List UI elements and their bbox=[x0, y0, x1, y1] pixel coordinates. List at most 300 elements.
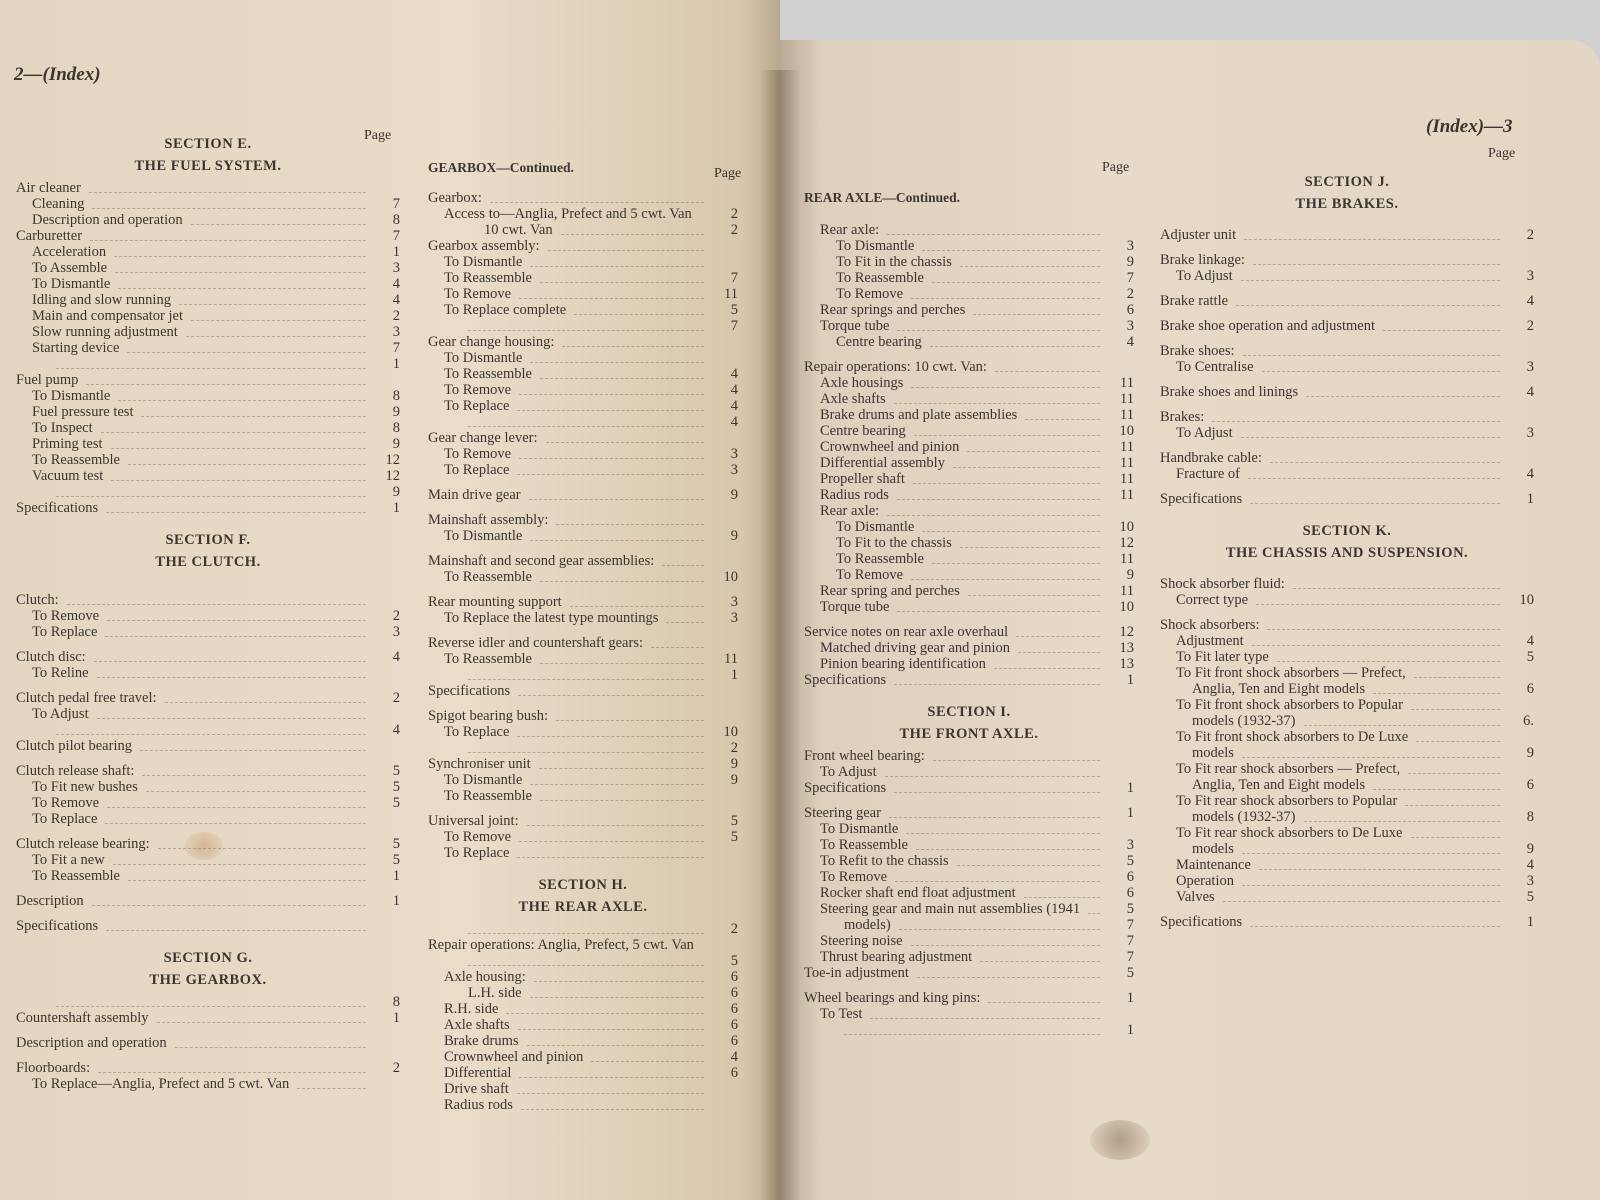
section-spacer bbox=[16, 934, 400, 950]
leader-dots bbox=[175, 1031, 366, 1048]
entry-page-number: 11 bbox=[724, 651, 738, 667]
leader-dots bbox=[118, 384, 366, 401]
entry-label: Universal joint: bbox=[428, 813, 519, 829]
entry-page-number: 9 bbox=[392, 484, 400, 500]
leader-dots bbox=[539, 752, 704, 769]
entry-label: Adjustment bbox=[1176, 633, 1244, 649]
leader-dots bbox=[1411, 693, 1500, 710]
entry-page-number: 4 bbox=[1526, 466, 1534, 482]
entry-label: Synchroniser unit bbox=[428, 756, 531, 772]
entry-label: To Adjust bbox=[820, 764, 877, 780]
entry-label: models bbox=[1192, 841, 1234, 857]
entry-page-number: 9 bbox=[730, 528, 738, 544]
leader-dots bbox=[1373, 773, 1500, 790]
leader-dots bbox=[894, 776, 1100, 793]
leader-dots bbox=[106, 914, 366, 931]
entry-page-number: 5 bbox=[730, 829, 738, 845]
running-head-left: 2—(Index) bbox=[14, 64, 101, 85]
leader-dots bbox=[894, 387, 1100, 404]
entry-label: Access to—Anglia, Prefect and 5 cwt. Van bbox=[444, 206, 692, 222]
entry-label: To Dismantle bbox=[444, 528, 523, 544]
entry-label: To Replace bbox=[444, 462, 510, 478]
entry-label: To Replace the latest type mountings bbox=[444, 610, 659, 626]
entry-label: To Dismantle bbox=[32, 276, 111, 292]
leader-dots bbox=[1241, 421, 1500, 438]
entry-page-number: 1 bbox=[392, 893, 400, 909]
entry-page-number: 7 bbox=[1126, 917, 1134, 933]
leader-dots bbox=[897, 314, 1100, 331]
entry-page-number: 3 bbox=[1126, 238, 1134, 254]
leader-dots bbox=[128, 864, 366, 881]
index-entry bbox=[804, 885, 1134, 901]
entry-label: To Reline bbox=[32, 665, 89, 681]
entry-page-number: 4 bbox=[392, 649, 400, 665]
entry-label: To Fit rear shock absorbers to De Luxe bbox=[1176, 825, 1403, 841]
leader-dots bbox=[89, 176, 366, 193]
leader-dots bbox=[870, 1002, 1100, 1019]
entry-page-number: 7 bbox=[392, 228, 400, 244]
entry-page-number: 9 bbox=[1126, 254, 1134, 270]
entry-page-number: 2 bbox=[392, 690, 400, 706]
entry-page-number: 12 bbox=[385, 452, 400, 468]
entry-label: Acceleration bbox=[32, 244, 107, 260]
leader-dots bbox=[191, 208, 366, 225]
leader-dots bbox=[1212, 405, 1500, 422]
leader-dots bbox=[1416, 725, 1500, 742]
entry-label: Spigot bearing bush: bbox=[428, 708, 549, 724]
leader-dots bbox=[1236, 289, 1500, 306]
entry-label: Steering noise bbox=[820, 933, 903, 949]
entry-page-number: 4 bbox=[392, 722, 400, 738]
entry-page-number: 9 bbox=[392, 436, 400, 452]
entry-label: Operation bbox=[1176, 873, 1234, 889]
entry-label: Description bbox=[16, 893, 84, 909]
leader-dots bbox=[141, 400, 366, 417]
entry-page-number: 8 bbox=[392, 212, 400, 228]
leader-dots bbox=[895, 865, 1100, 882]
entry-label: To Remove bbox=[820, 869, 888, 885]
entry-label: To Replace bbox=[32, 811, 98, 827]
entry-page-number: 9 bbox=[730, 756, 738, 772]
entry-page-number: 4 bbox=[1526, 293, 1534, 309]
entry-label: To Dismantle bbox=[444, 254, 523, 270]
leader-dots bbox=[894, 668, 1100, 685]
leader-dots bbox=[86, 368, 366, 385]
leader-dots bbox=[960, 531, 1100, 548]
entry-label: To Remove bbox=[836, 286, 904, 302]
entry-label: To Adjust bbox=[1176, 268, 1233, 284]
entry-page-number: 3 bbox=[392, 260, 400, 276]
entry-label: models bbox=[1192, 745, 1234, 761]
entry-label: Torque tube bbox=[820, 318, 890, 334]
entry-page-number: 1 bbox=[1526, 914, 1534, 930]
leader-dots bbox=[906, 817, 1100, 834]
entry-page-number: 5 bbox=[392, 795, 400, 811]
leader-dots bbox=[97, 661, 366, 678]
page-column-label: Page bbox=[714, 166, 742, 181]
entry-page-number: 7 bbox=[392, 196, 400, 212]
index-entry bbox=[1160, 227, 1534, 243]
leader-dots bbox=[527, 809, 704, 826]
index-entry bbox=[16, 811, 400, 827]
index-entry bbox=[16, 500, 400, 516]
index-entry bbox=[16, 1076, 400, 1092]
entry-page-number: 10 bbox=[1119, 599, 1134, 615]
entry-page-number: 12 bbox=[385, 468, 400, 484]
entry-label: Matched driving gear and pinion bbox=[820, 640, 1011, 656]
entry-label: Slow running adjustment bbox=[32, 324, 178, 340]
entry-page-number: 2 bbox=[1526, 318, 1534, 334]
entry-page-number: 4 bbox=[1126, 334, 1134, 350]
leader-dots bbox=[897, 595, 1100, 612]
leader-dots bbox=[540, 565, 704, 582]
leader-dots bbox=[92, 889, 366, 906]
entry-label: Crownwheel and pinion bbox=[444, 1049, 584, 1065]
leader-dots bbox=[1306, 380, 1500, 397]
leader-dots bbox=[917, 961, 1100, 978]
entry-label: Thrust bearing adjustment bbox=[820, 949, 973, 965]
entry-page-number: 6 bbox=[730, 969, 738, 985]
index-entry bbox=[16, 738, 400, 754]
leader-dots bbox=[556, 508, 704, 525]
entry-page-number: 1 bbox=[1126, 1022, 1134, 1038]
leader-dots bbox=[574, 298, 704, 315]
entry-label: Propeller shaft bbox=[820, 471, 905, 487]
entry-page-number: 3 bbox=[1526, 268, 1534, 284]
leader-dots bbox=[548, 234, 704, 251]
leader-dots bbox=[518, 1013, 704, 1030]
entry-label: To Dismantle bbox=[444, 350, 523, 366]
leader-dots bbox=[968, 579, 1100, 596]
entry-page-number: 10 bbox=[1519, 592, 1534, 608]
leader-dots bbox=[191, 304, 366, 321]
entry-page-number: 4 bbox=[730, 414, 738, 430]
section-heading: SECTION G. bbox=[163, 950, 253, 966]
column-header: REAR AXLE—Continued. bbox=[804, 190, 961, 205]
entry-label: To Replace bbox=[444, 845, 510, 861]
leader-dots bbox=[1262, 355, 1500, 372]
index-entry bbox=[1160, 889, 1534, 905]
entry-label: To Replace bbox=[32, 624, 98, 640]
leader-dots bbox=[519, 282, 704, 299]
leader-dots bbox=[540, 647, 704, 664]
entry-label: To Dismantle bbox=[820, 821, 899, 837]
leader-dots bbox=[540, 784, 704, 801]
entry-page-number: 6 bbox=[730, 1033, 738, 1049]
entry-label: Anglia, Ten and Eight models bbox=[1192, 681, 1366, 697]
entry-label: Front wheel bearing: bbox=[804, 748, 925, 764]
leader-dots bbox=[468, 410, 704, 427]
section-heading: THE CHASSIS AND SUSPENSION. bbox=[1225, 545, 1469, 561]
entry-label: To Inspect bbox=[32, 420, 93, 436]
leader-dots bbox=[1223, 885, 1500, 902]
entry-label: To Reassemble bbox=[820, 837, 908, 853]
entry-page-number: 5 bbox=[392, 763, 400, 779]
entry-page-number: 10 bbox=[723, 569, 738, 585]
leader-dots bbox=[468, 949, 704, 966]
index-entry bbox=[16, 1035, 400, 1051]
entry-label: To Fit rear shock absorbers to Popular bbox=[1176, 793, 1398, 809]
section-spacer bbox=[428, 861, 738, 877]
paper-stain bbox=[184, 832, 224, 860]
entry-label: Rear springs and perches bbox=[820, 302, 966, 318]
leader-dots bbox=[186, 320, 366, 337]
leader-dots bbox=[1252, 629, 1500, 646]
entry-label: Clutch release bearing: bbox=[16, 836, 150, 852]
entry-label: To Remove bbox=[836, 567, 904, 583]
entry-label: To Fit to the chassis bbox=[836, 535, 952, 551]
entry-label: Shock absorber fluid: bbox=[1160, 576, 1285, 592]
entry-page-number: 1 bbox=[392, 1010, 400, 1026]
entry-label: Floorboards: bbox=[16, 1060, 91, 1076]
entry-page-number: 4 bbox=[730, 366, 738, 382]
entry-page-number: 11 bbox=[724, 286, 738, 302]
entry-page-number: 5 bbox=[1126, 853, 1134, 869]
index-entry bbox=[1160, 466, 1534, 482]
leader-dots bbox=[995, 355, 1100, 372]
leader-dots bbox=[146, 775, 366, 792]
entry-page-number: 13 bbox=[1119, 656, 1134, 672]
section-heading: THE CLUTCH. bbox=[155, 554, 261, 570]
entry-label: Axle housings bbox=[820, 375, 904, 391]
section-heading: THE FUEL SYSTEM. bbox=[134, 158, 282, 174]
leader-dots bbox=[960, 250, 1100, 267]
entry-page-number: 6 bbox=[730, 1001, 738, 1017]
leader-dots bbox=[980, 945, 1100, 962]
entry-label: Radius rods bbox=[820, 487, 889, 503]
section-heading: SECTION F. bbox=[165, 532, 251, 548]
entry-page-number: 6 bbox=[730, 985, 738, 1001]
leader-dots bbox=[546, 426, 705, 443]
leader-dots bbox=[1256, 588, 1500, 605]
leader-dots bbox=[889, 801, 1100, 818]
leader-dots bbox=[111, 432, 367, 449]
entry-label: To Reassemble bbox=[32, 868, 120, 884]
leader-dots bbox=[1244, 223, 1500, 240]
index-entry bbox=[804, 672, 1134, 688]
leader-dots bbox=[1248, 462, 1500, 479]
index-entry bbox=[16, 868, 400, 884]
entry-label: To Reassemble bbox=[444, 651, 532, 667]
entry-label: Air cleaner bbox=[16, 180, 81, 196]
leader-dots bbox=[519, 378, 704, 395]
entry-page-number: 2 bbox=[392, 608, 400, 624]
index-entry bbox=[804, 780, 1134, 796]
leader-dots bbox=[887, 499, 1100, 516]
entry-page-number: 5 bbox=[1526, 649, 1534, 665]
entry-label: Description and operation bbox=[32, 212, 183, 228]
entry-page-number: 7 bbox=[730, 318, 738, 334]
entry-page-number: 5 bbox=[1126, 901, 1134, 917]
leader-dots bbox=[540, 266, 704, 283]
entry-label: Countershaft assembly bbox=[16, 1010, 149, 1026]
entry-label: To Reassemble bbox=[444, 569, 532, 585]
entry-page-number: 9 bbox=[1526, 841, 1534, 857]
leader-dots bbox=[107, 791, 366, 808]
entry-label: Specifications bbox=[804, 780, 887, 796]
entry-label: Differential assembly bbox=[820, 455, 945, 471]
entry-label: To Fit a new bbox=[32, 852, 105, 868]
entry-page-number: 1 bbox=[392, 244, 400, 260]
entry-label: Description and operation bbox=[16, 1035, 167, 1051]
entry-page-number: 1 bbox=[392, 356, 400, 372]
leader-dots bbox=[519, 825, 704, 842]
entry-label: Mainshaft assembly: bbox=[428, 512, 549, 528]
entry-label: models (1932-37) bbox=[1192, 809, 1296, 825]
entry-page-number: 7 bbox=[1126, 933, 1134, 949]
entry-page-number: 1 bbox=[1526, 491, 1534, 507]
entry-page-number: 7 bbox=[1126, 949, 1134, 965]
leader-dots bbox=[530, 981, 704, 998]
entry-label: Repair operations: 10 cwt. Van: bbox=[804, 359, 987, 375]
entry-label: models) bbox=[844, 917, 891, 933]
leader-dots bbox=[562, 330, 704, 347]
entry-label: Torque tube bbox=[820, 599, 890, 615]
entry-page-number: 6 bbox=[1126, 302, 1134, 318]
entry-label: Fuel pressure test bbox=[32, 404, 134, 420]
entry-page-number: 4 bbox=[730, 398, 738, 414]
entry-label: To Remove bbox=[444, 446, 512, 462]
leader-dots bbox=[911, 929, 1100, 946]
leader-dots bbox=[988, 986, 1100, 1003]
book-gutter bbox=[760, 70, 800, 1200]
leader-dots bbox=[1243, 339, 1501, 356]
entry-label: To Fit in the chassis bbox=[836, 254, 952, 270]
leader-dots bbox=[111, 464, 366, 481]
leader-dots bbox=[1267, 613, 1500, 630]
leader-dots bbox=[519, 1061, 704, 1078]
entry-label: Rear mounting support bbox=[428, 594, 562, 610]
entry-page-number: 6 bbox=[730, 1017, 738, 1033]
section-heading: SECTION H. bbox=[538, 877, 628, 893]
entry-label: To Centralise bbox=[1176, 359, 1254, 375]
entry-label: To Reassemble bbox=[836, 270, 924, 286]
entry-label: Centre bearing bbox=[836, 334, 922, 350]
leader-dots bbox=[540, 362, 704, 379]
entry-label: Priming test bbox=[32, 436, 103, 452]
leader-dots bbox=[56, 352, 366, 369]
entry-label: Main drive gear bbox=[428, 487, 521, 503]
leader-dots bbox=[142, 759, 366, 776]
entry-label: Reverse idler and countershaft gears: bbox=[428, 635, 643, 651]
entry-page-number: 3 bbox=[1526, 425, 1534, 441]
index-column-4 bbox=[1160, 174, 1534, 930]
entry-label: To Assemble bbox=[32, 260, 108, 276]
entry-label: To Fit new bushes bbox=[32, 779, 138, 795]
entry-page-number: 3 bbox=[1126, 837, 1134, 853]
entry-page-number: 6 bbox=[1126, 885, 1134, 901]
index-entry bbox=[1160, 592, 1534, 608]
entry-label: Wheel bearings and king pins: bbox=[804, 990, 981, 1006]
entry-label: Vacuum test bbox=[32, 468, 104, 484]
entry-label: Steering gear bbox=[804, 805, 881, 821]
entry-page-number: 6 bbox=[1126, 869, 1134, 885]
entry-page-number: 7 bbox=[730, 270, 738, 286]
entry-page-number: 8 bbox=[1526, 809, 1534, 825]
entry-label: L.H. side bbox=[468, 985, 522, 1001]
index-entry bbox=[804, 334, 1134, 350]
entry-label: To Remove bbox=[444, 286, 512, 302]
entry-page-number: 9 bbox=[730, 772, 738, 788]
entry-label: Centre bearing bbox=[820, 423, 906, 439]
entry-page-number: 9 bbox=[392, 404, 400, 420]
leader-dots bbox=[517, 394, 704, 411]
entry-page-number: 2 bbox=[730, 921, 738, 937]
entry-page-number: 6 bbox=[730, 1065, 738, 1081]
leader-dots bbox=[297, 1072, 366, 1089]
entry-label: Brake drums and plate assemblies bbox=[820, 407, 1018, 423]
entry-page-number: 3 bbox=[392, 324, 400, 340]
leader-dots bbox=[67, 588, 366, 605]
entry-label: Radius rods bbox=[444, 1097, 513, 1113]
entry-label: To Reassemble bbox=[444, 788, 532, 804]
leader-dots bbox=[530, 250, 704, 267]
entry-page-number: 9 bbox=[730, 487, 738, 503]
leader-dots bbox=[140, 734, 366, 751]
entry-label: To Fit front shock absorbers — Prefect, bbox=[1176, 665, 1406, 681]
entry-page-number: 1 bbox=[392, 500, 400, 516]
entry-label: Specifications bbox=[1160, 491, 1243, 507]
entry-label: Crownwheel and pinion bbox=[820, 439, 960, 455]
leader-dots bbox=[957, 849, 1100, 866]
entry-label: Rear axle: bbox=[820, 503, 880, 519]
leader-dots bbox=[530, 346, 704, 363]
index-column-1 bbox=[16, 136, 400, 1092]
leader-dots bbox=[105, 620, 366, 637]
entry-label: To Test bbox=[820, 1006, 863, 1022]
entry-label: Differential bbox=[444, 1065, 512, 1081]
leader-dots bbox=[913, 467, 1100, 484]
entry-label: To Dismantle bbox=[836, 519, 915, 535]
leader-dots bbox=[517, 458, 704, 475]
entry-page-number: 5 bbox=[730, 302, 738, 318]
leader-dots bbox=[107, 604, 366, 621]
leader-dots bbox=[911, 371, 1100, 388]
entry-label: Clutch: bbox=[16, 592, 59, 608]
entry-page-number: 6 bbox=[1526, 777, 1534, 793]
entry-label: To Remove bbox=[32, 608, 100, 624]
entry-label: Shock absorbers: bbox=[1160, 617, 1260, 633]
right-page bbox=[780, 40, 1600, 1200]
section-heading: THE GEARBOX. bbox=[149, 972, 267, 988]
entry-label: Valves bbox=[1176, 889, 1215, 905]
leader-dots bbox=[591, 1045, 704, 1062]
leader-dots bbox=[1411, 821, 1501, 838]
index-entry bbox=[428, 190, 738, 206]
leader-dots bbox=[932, 547, 1100, 564]
entry-page-number: 5 bbox=[730, 813, 738, 829]
entry-label: Mainshaft and second gear assemblies: bbox=[428, 553, 655, 569]
index-entry bbox=[1160, 318, 1534, 334]
entry-label: To Replace complete bbox=[444, 302, 567, 318]
leader-dots bbox=[517, 720, 704, 737]
entry-page-number: 11 bbox=[1120, 375, 1134, 391]
entry-label: To Dismantle bbox=[836, 238, 915, 254]
entry-page-number: 3 bbox=[730, 594, 738, 610]
entry-label: To Adjust bbox=[1176, 425, 1233, 441]
leader-dots bbox=[517, 1077, 704, 1094]
index-column-2 bbox=[428, 190, 738, 1113]
section-heading: SECTION J. bbox=[1304, 174, 1390, 190]
entry-label: To Reassemble bbox=[444, 270, 532, 286]
page-column-label: Page bbox=[364, 128, 392, 143]
entry-page-number: 2 bbox=[730, 222, 738, 238]
leader-dots bbox=[1293, 572, 1500, 589]
entry-page-number: 2 bbox=[1526, 227, 1534, 243]
entry-label: Fracture of bbox=[1176, 466, 1241, 482]
entry-label: Brake rattle bbox=[1160, 293, 1229, 309]
entry-page-number: 11 bbox=[1120, 471, 1134, 487]
